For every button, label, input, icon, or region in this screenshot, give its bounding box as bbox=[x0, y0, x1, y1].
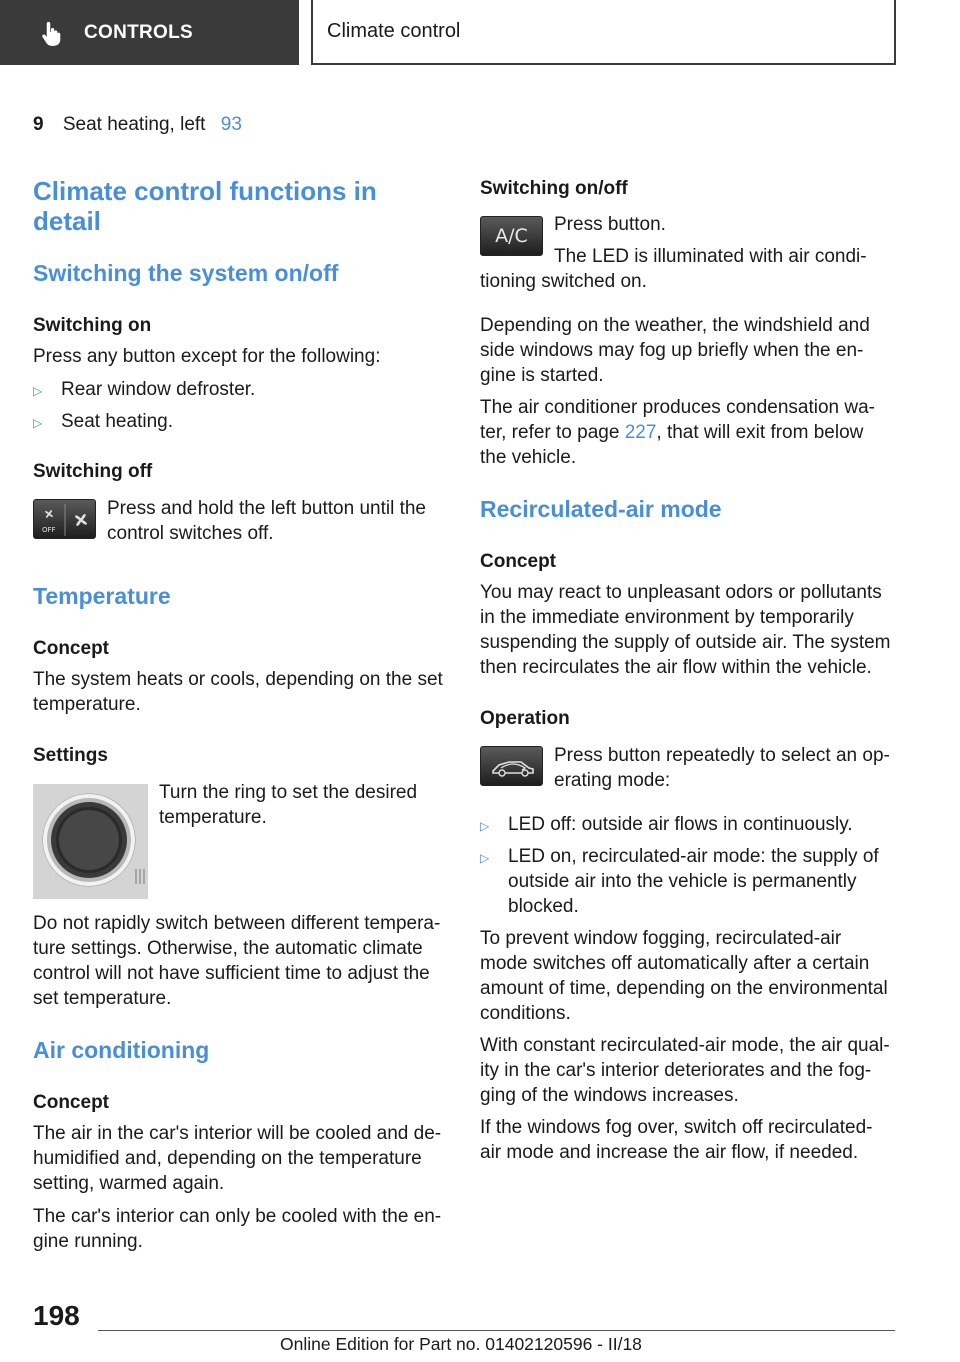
paragraph: in the immediate environment by temporarily bbox=[480, 607, 854, 628]
paragraph: side windows may fog up briefly when the en- bbox=[480, 340, 864, 361]
paragraph: blocked. bbox=[508, 896, 579, 917]
ac-button-image bbox=[480, 216, 543, 256]
page-number: 198 bbox=[33, 1300, 80, 1331]
paragraph: Press and hold the left button until the bbox=[107, 498, 426, 519]
list-item: ▷ Rear window defroster. bbox=[33, 377, 255, 404]
recirculation-button-image bbox=[480, 746, 543, 786]
subheading-switching-on: Switching on bbox=[33, 315, 152, 336]
hand-icon bbox=[38, 19, 66, 47]
paragraph: setting, warmed again. bbox=[33, 1173, 225, 1194]
heading-switching-system: Switching the system on/off bbox=[33, 260, 339, 286]
triangle-bullet-icon: ▷ bbox=[33, 416, 43, 430]
paragraph: Press any button except for the following: bbox=[33, 346, 381, 367]
paragraph: ity in the car's interior deteriorates and the fog- bbox=[480, 1060, 872, 1081]
paragraph: The car's interior can only be cooled with the en- bbox=[33, 1206, 442, 1227]
paragraph: To prevent window fogging, recirculated-air bbox=[480, 928, 842, 949]
paragraph: The LED is illuminated with air condi- bbox=[554, 246, 867, 267]
paragraph: Depending on the weather, the windshield and bbox=[480, 315, 870, 336]
off-fan-button-image bbox=[33, 499, 96, 539]
footer-edition-note: Online Edition for Part no. 01402120596 - II/18 bbox=[280, 1334, 642, 1354]
ac-button-label: A/C bbox=[495, 225, 528, 247]
subheading-concept: Concept bbox=[33, 1092, 109, 1113]
paragraph: mode switches off automatically after a certain bbox=[480, 953, 870, 974]
triangle-bullet-icon: ▷ bbox=[480, 851, 490, 865]
header-title-box bbox=[311, 0, 896, 65]
footer-rule bbox=[98, 1330, 895, 1331]
paragraph: Do not rapidly switch between different tempera- bbox=[33, 913, 441, 934]
paragraph: air mode and increase the air flow, if needed. bbox=[480, 1142, 859, 1163]
paragraph: You may react to unpleasant odors or pollutants bbox=[480, 582, 882, 603]
paragraph: the vehicle. bbox=[480, 447, 577, 468]
paragraph: erating mode: bbox=[554, 770, 671, 791]
paragraph: The air in the car's interior will be cooled and de- bbox=[33, 1123, 442, 1144]
paragraph: control will not have sufficient time to adjust the bbox=[33, 963, 430, 984]
paragraph: ging of the windows increases. bbox=[480, 1085, 739, 1106]
triangle-bullet-icon: ▷ bbox=[480, 819, 490, 833]
temperature-knob-icon bbox=[33, 784, 148, 899]
subheading-switching-onoff: Switching on/off bbox=[480, 178, 628, 199]
paragraph: temperature. bbox=[33, 694, 141, 715]
legend-label: Seat heating, left bbox=[62, 114, 206, 135]
heading-recirculated-air: Recirculated-air mode bbox=[480, 496, 722, 522]
paragraph: The air conditioner produces condensation wa- bbox=[480, 397, 876, 418]
paragraph: gine running. bbox=[33, 1231, 143, 1252]
paragraph: ture settings. Otherwise, the automatic climate bbox=[33, 938, 423, 959]
svg-text:OFF: OFF bbox=[42, 526, 56, 534]
legend-number: 9 bbox=[33, 114, 44, 135]
main-heading: Climate control functions in detail bbox=[33, 176, 377, 236]
subheading-concept: Concept bbox=[480, 551, 556, 572]
paragraph: suspending the supply of outside air. The system bbox=[480, 632, 891, 653]
paragraph: then recirculates the air flow within the vehicle. bbox=[480, 657, 872, 678]
paragraph: amount of time, depending on the environmental bbox=[480, 978, 888, 999]
paragraph: conditions. bbox=[480, 1003, 571, 1024]
section-label: CONTROLS bbox=[84, 21, 194, 43]
paragraph: Press button repeatedly to select an op- bbox=[554, 745, 890, 766]
paragraph: gine is started. bbox=[480, 365, 604, 386]
paragraph: With constant recirculated-air mode, the air qual- bbox=[480, 1035, 890, 1056]
paragraph: Turn the ring to set the desired bbox=[159, 782, 418, 803]
paragraph: If the windows fog over, switch off recirculated- bbox=[480, 1117, 873, 1138]
recirculation-car-icon bbox=[481, 747, 544, 787]
paragraph: tioning switched on. bbox=[480, 271, 647, 292]
paragraph: The system heats or cools, depending on the set bbox=[33, 669, 443, 690]
header-section-tab[interactable] bbox=[0, 0, 299, 65]
heading-temperature: Temperature bbox=[33, 583, 171, 609]
chapter-title: Climate control bbox=[327, 20, 461, 42]
page-link[interactable]: 227 bbox=[624, 422, 657, 443]
legend-page-link[interactable]: 93 bbox=[220, 114, 242, 135]
subheading-switching-off: Switching off bbox=[33, 461, 153, 482]
subheading-operation: Operation bbox=[480, 708, 570, 729]
paragraph: humidified and, depending on the temperature bbox=[33, 1148, 422, 1169]
list-item: ▷ LED off: outside air flows in continuously. bbox=[480, 812, 853, 839]
paragraph: outside air into the vehicle is permanently bbox=[508, 871, 857, 892]
subheading-concept: Concept bbox=[33, 638, 109, 659]
legend-item bbox=[33, 112, 242, 137]
paragraph: temperature. bbox=[159, 807, 267, 828]
fan-icon bbox=[34, 500, 97, 540]
list-item: ▷ Seat heating. bbox=[33, 409, 173, 436]
heading-air-conditioning: Air conditioning bbox=[33, 1037, 210, 1063]
paragraph: control switches off. bbox=[107, 523, 274, 544]
list-item: ▷ LED on, recirculated-air mode: the supply of bbox=[480, 844, 879, 871]
triangle-bullet-icon: ▷ bbox=[33, 384, 43, 398]
paragraph: set temperature. bbox=[33, 988, 172, 1009]
subheading-settings: Settings bbox=[33, 745, 108, 766]
paragraph: ter, refer to page 227, that will exit from below bbox=[480, 422, 864, 443]
paragraph: Press button. bbox=[554, 214, 666, 235]
temperature-ring-image bbox=[33, 784, 148, 899]
